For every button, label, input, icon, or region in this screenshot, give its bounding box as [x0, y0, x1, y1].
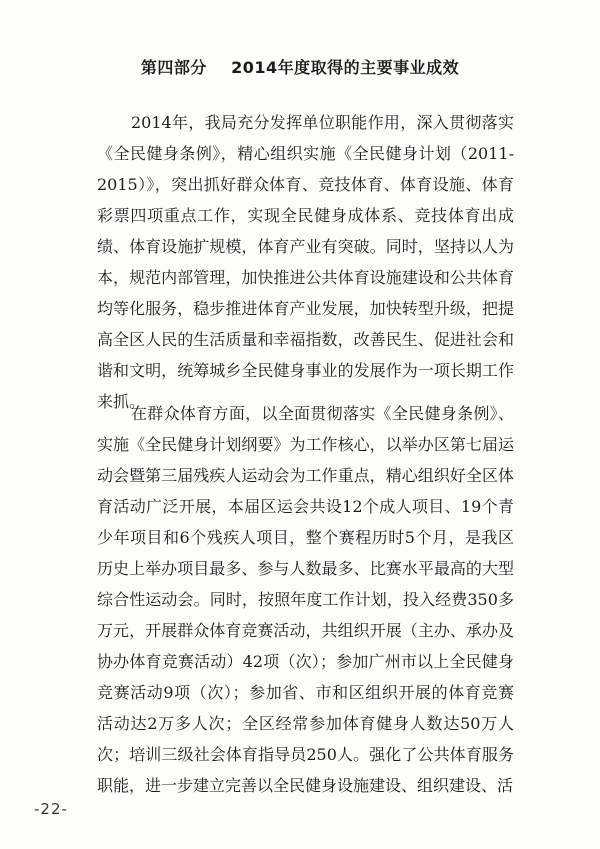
body-paragraph-2: 在群众体育方面，以全面贯彻落实《全民健身条例》、实施《全民健身计划纲要》为工作核心，以举办区第七届运动会暨第三届残疾人运动会为工作重点，精心组织好全区体育活动广泛开展，本届区运会共设12个成人项目、19个青少年项目和6个残疾人项目，整个赛程历时5个月，是我区历史上举办项目最多、参与人数最多、比赛水平最高的大型综合性运动会。同时，按照年度工作计划，投入经费350多万元，开展群众体育竞赛活动，共组织开展（主办、承办及协办体育竞赛活动）42项（次）；参加广州市以上全民健身竞赛活动9项（次）；参加省、市和区组织开展的体育竞赛活动达2万多人次；全区经常参加体育健身人数达50万人次；培训三级社会体育指导员250人。强化了公共体育服务职能，进一步建立完善以全民健身设施建设、组织建设、活 — [97, 404, 514, 795]
page-number: -22- — [34, 800, 68, 818]
body-paragraph-1: 2014年，我局充分发挥单位职能作用，深入贯彻落实《全民健身条例》，精心组织实施《全民健身计划（2011-2015）》，突出抓好群众体育、竞技体育、体育设施、体育彩票四项重点工作，实现全民健身成体系、竞技体育出成绩、体育设施扩规模，体育产业有突破。同时，坚持以人为本，规范内部管理，加快推进公共体育设施建设和公共体育均等化服务，稳步推进体育产业发展，加快转型升级，把提高全区人民的生活质量和幸福指数，改善民生、促进社会和谐和文明，统筹城乡全民健身事业的发展作为一项长期工作来抓。 — [97, 113, 514, 411]
section-title: 第四部分 2014年度取得的主要事业成效 — [140, 58, 460, 77]
